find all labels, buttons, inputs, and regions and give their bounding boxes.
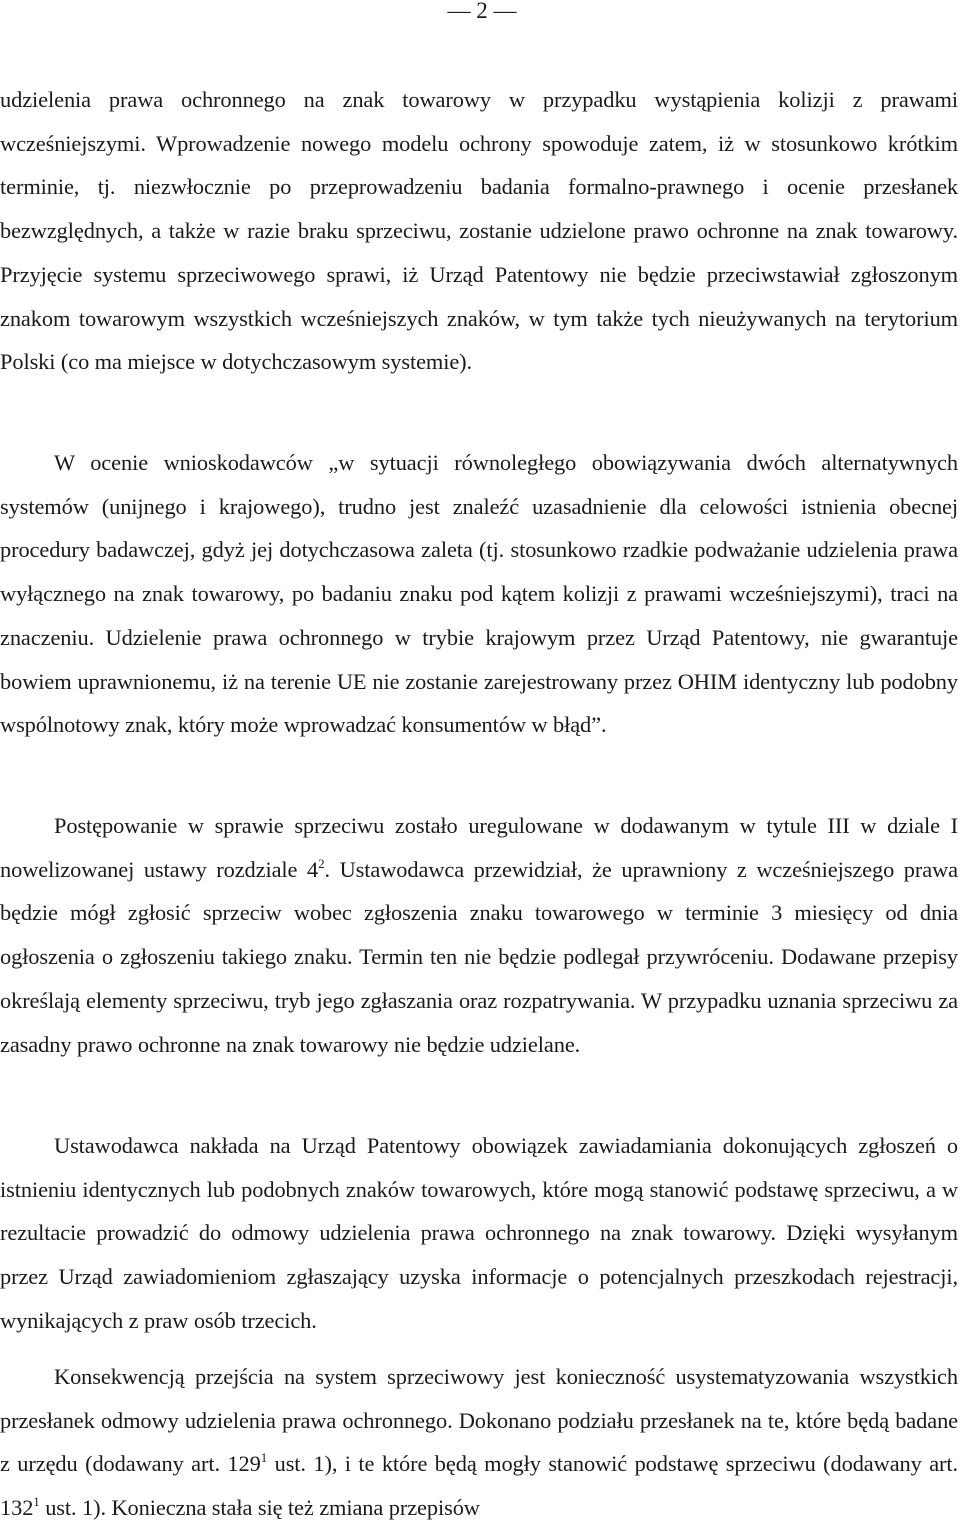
paragraph-text-part: Postępowanie w sprawie sprzeciwu zostało uregulowane w dodawanym w tytule III w dziale I nowelizowanej ustawy rozdziale 4 <box>0 813 958 882</box>
page-number: — 2 — <box>447 0 517 23</box>
paragraph-text: W ocenie wnioskodawców „w sytuacji równoległego obowiązywania dwóch alternatywnych systemów (unijnego i krajowego), trudno jest znaleźć uzasadnienie dla celowości istnienia obecnej procedury badawczej, gdyż jej dotychczasowa zaleta (tj. stosunkowo rzadkie podważanie udzielenia prawa wyłącznego na znak towarowy, po badaniu znaku pod kątem kolizji z prawami wcześniejszymi), traci na znaczeniu. Udzielenie prawa ochronnego w trybie krajowym przez Urząd Patentowy, nie gwarantuje bowiem uprawnionemu, iż na terenie UE nie zostanie zarejestrowany przez OHIM identyczny lub podobny wspólnotowy znak, który może wprowadzać konsumentów w błąd”. <box>0 450 958 738</box>
paragraph-text: Ustawodawca nakłada na Urząd Patentowy obowiązek zawiadamiania dokonujących zgłoszeń o istnieniu identycznych lub podobnych znaków towarowych, które mogą stanowić podstawę sprzeciwu, a w rezultacie prowadzić do odmowy udzielenia prawa ochronnego na znak towarowy. Dzięki wysyłanym przez Urząd zawiadomieniom zgłaszający uzyska informacje o potencjalnych przeszkodach rejestracji, wynikających z praw osób trzecich. <box>0 1133 958 1333</box>
paragraph-5 <box>0 1355 958 1530</box>
superscript: 2 <box>318 855 325 871</box>
paragraph-text-part: ust. 1). Konieczna stała się też zmiana przepisów <box>39 1495 480 1521</box>
paragraph-text <box>0 804 958 1066</box>
paragraph-text-part: . Ustawodawca przewidział, że uprawniony z wcześniejszego prawa będzie mógł zgłosić sprzeciw wobec zgłoszenia znaku towarowego w terminie 3 miesięcy od dnia ogłoszenia o zgłoszeniu takiego znaku. Termin ten nie będzie podlegał przywróceniu. Dodawane przepisy określają elementy sprzeciwu, tryb jego zgłaszania oraz rozpatrywania. W przypadku uznania sprzeciwu za zasadny prawo ochronne na znak towarowy nie będzie udzielane. <box>0 856 958 1057</box>
paragraph-text-part: Konsekwencją przejścia na system sprzeciwowy jest konieczność usystematyzowania wszystkich przesłanek odmowy udzielenia prawa ochronnego. Dokonano podziału przesłanek na te, które będą badane z urzędu (dodawany art. 129 <box>0 1364 958 1477</box>
paragraph-1 <box>0 78 958 384</box>
paragraph-text: udzielenia prawa ochronnego na znak towarowy w przypadku wystąpienia kolizji z prawami wcześniejszymi. Wprowadzenie nowego modelu ochrony spowoduje zatem, iż w stosunkowo krótkim terminie, tj. niezwłocznie po przeprowadzeniu badania formalno-prawnego i ocenie przesłanek bezwzględnych, a także w razie braku sprzeciwu, zostanie udzielone prawo ochronne na znak towarowy. Przyjęcie systemu sprzeciwowego sprawi, iż Urząd Patentowy nie będzie przeciwstawiał zgłoszonym znakom towarowym wszystkich wcześniejszych znaków, w tym także tych nieużywanych na terytorium Polski (co ma miejsce w dotychczasowym systemie). <box>0 87 958 375</box>
paragraph-text <box>0 1355 958 1530</box>
paragraph-2 <box>0 441 958 747</box>
paragraph-3 <box>0 804 958 1066</box>
superscript: 1 <box>33 1494 40 1510</box>
superscript: 1 <box>260 1450 268 1466</box>
paragraph-text-part: ust. 1), i te które będą mogły stanowić podstawę sprzeciwu (dodawany art. 132 <box>0 1451 959 1521</box>
paragraph-4 <box>0 1124 958 1343</box>
